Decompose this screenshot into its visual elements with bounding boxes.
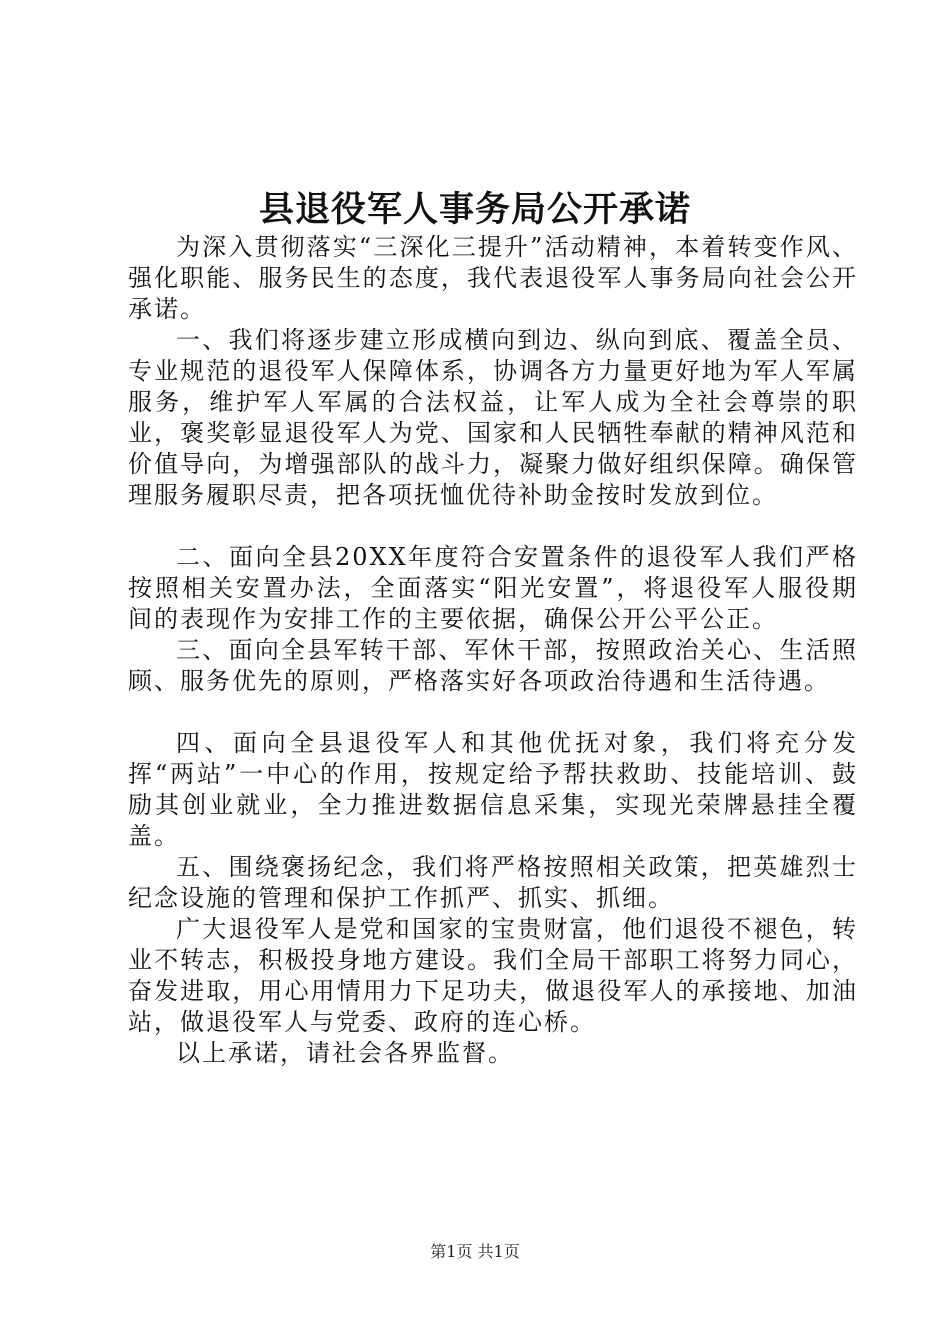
paragraph-intro: 为深入贯彻落实“三深化三提升”活动精神，本着转变作风、强化职能、服务民生的态度，我代表退役军人事务局向社会公开承诺。 xyxy=(128,233,858,323)
paragraph-commitment-2: 二、面向全县20XX年度符合安置条件的退役军人我们严格按照相关安置办法，全面落实“阳光安置”，将退役军人服役期间的表现作为安排工作的主要依据，确保公开公平公正。 xyxy=(128,543,858,633)
paragraph-closing: 广大退役军人是党和国家的宝贵财富，他们退役不褪色，转业不转志，积极投身地方建设。我们全局干部职工将努力同心，奋发进取，用心用情用力下足功夫，做退役军人的承接地、加油站，做退役军人与党委、政府的连心桥。 xyxy=(128,915,858,1036)
paragraph-commitment-1: 一、我们将逐步建立形成横向到边、纵向到底、覆盖全员、专业规范的退役军人保障体系，协调各方力量更好地为军人军属服务，维护军人军属的合法权益，让军人成为全社会尊崇的职业，褒奖彰显退役军人为党、国家和人民牺牲奉献的精神风范和价值导向，为增强部队的战斗力，凝聚力做好组织保障。确保管理服务履职尽责，把各项抚恤优待补助金按时发放到位。 xyxy=(128,326,858,509)
document-body xyxy=(128,232,858,1069)
paragraph-commitment-4: 四、面向全县退役军人和其他优抚对象，我们将充分发挥“两站”一中心的作用，按规定给予帮扶救助、技能培训、鼓励其创业就业，全力推进数据信息采集，实现光荣牌悬挂全覆盖。 xyxy=(128,729,858,850)
paragraph-commitment-3: 三、面向全县军转干部、军休干部，按照政治关心、生活照顾、服务优先的原则，严格落实好各项政治待遇和生活待遇。 xyxy=(128,636,858,695)
page-footer: 第1页 共1页 xyxy=(430,1242,520,1261)
paragraph-supervision: 以上承诺，请社会各界监督。 xyxy=(176,1039,514,1067)
paragraph-commitment-5: 五、围绕褒扬纪念，我们将严格按照相关政策，把英雄烈士纪念设施的管理和保护工作抓严、抓实、抓细。 xyxy=(128,853,858,912)
document-title: 县退役军人事务局公开承诺 xyxy=(258,189,691,230)
